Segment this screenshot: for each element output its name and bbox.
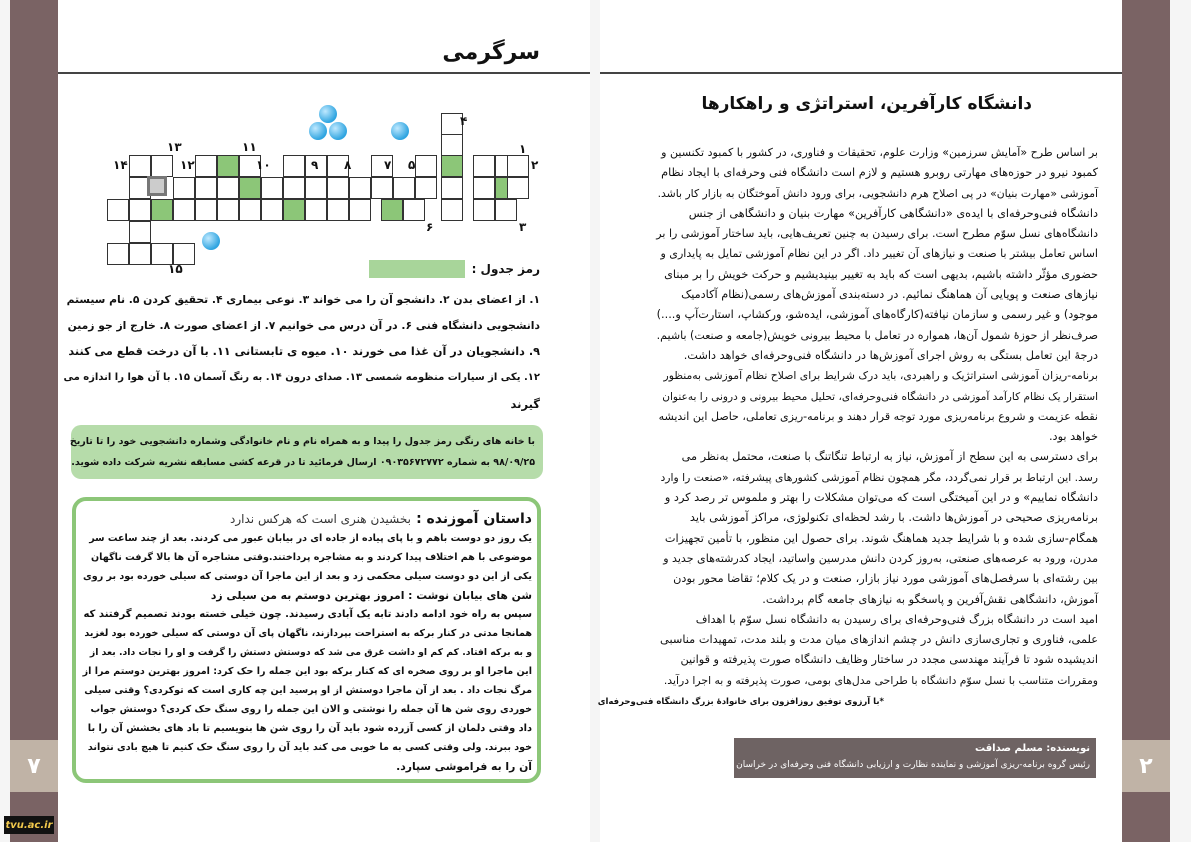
grid-cell bbox=[441, 134, 463, 156]
article-body bbox=[656, 143, 1098, 691]
clue-number: ۱۲ bbox=[180, 158, 195, 172]
grid-cell bbox=[151, 155, 173, 177]
clue-number: ۹ bbox=[311, 158, 319, 172]
body-line: دانشگاه‌های نسل سوّم مطرح است. برای رسیدن به چنین تعریف‌هایی، باید ساختار آموزشی را بر bbox=[656, 227, 1098, 241]
password-box bbox=[369, 260, 465, 278]
body-line: صرف‌نظر از حوزهٔ شمول آن‌ها، همواره در تعامل با محیط بیرونی خویش(جامعه و صنعت) باشیم. bbox=[656, 328, 1098, 342]
body-line: اساس تعامل بیشتر با صنعت و نیازهای آن تغییر داد. اگر در این نظام آموزشی تمایل به پایداری و bbox=[660, 247, 1098, 261]
grid-cell bbox=[327, 199, 349, 221]
blue-ball-decoration bbox=[309, 122, 327, 140]
body-line: نیازهای صنعت و پویایی آن هماهنگ نمائیم. در دسته‌بندی آموزش‌های رسمی(نظام آکادمیک bbox=[681, 288, 1098, 302]
story-line: خوردی روی شن ها آن جمله را نوشتی و الان این جمله را روی سنگ حک کردی؟ دوستش جواب bbox=[90, 704, 532, 715]
grid-cell bbox=[217, 199, 239, 221]
grid-cell bbox=[107, 199, 129, 221]
grid-cell bbox=[507, 177, 529, 199]
clue-number: ۱ bbox=[519, 142, 527, 156]
story-line: خود ببرند. ولی وقتی کسی به ما خوبی می کند باید آن را روی سنگ حک کنیم تا هیچ بادی نتواند bbox=[87, 742, 532, 753]
grid-cell bbox=[261, 199, 283, 221]
story-text bbox=[80, 529, 532, 776]
body-line: خواهد بود. bbox=[1048, 430, 1098, 444]
grid-cell bbox=[283, 177, 305, 199]
notice-line: با خانه های رنگی رمز جدول را پیدا و به همراه نام و نام خانوادگی وشماره دانشجویی خود را تا تاریخ bbox=[69, 436, 535, 447]
crossword-clues bbox=[62, 289, 540, 415]
grid-cell bbox=[473, 199, 495, 221]
right-page-number: ۲ bbox=[1122, 740, 1170, 792]
clue-number: ۱۳ bbox=[167, 140, 182, 154]
grid-cell bbox=[107, 243, 129, 265]
clue-line: ۹. دانشجویان در آن غذا می خورند ۱۰. میوه ی تابستانی ۱۱. با آن درخت قطع می کنند bbox=[68, 345, 540, 358]
clue-number: ۱۵ bbox=[168, 262, 183, 276]
grid-cell-colored bbox=[283, 199, 305, 221]
grid-cell-colored bbox=[217, 155, 239, 177]
body-line: مدرن، ورود به عرصه‌های صنعتی، به‌روز کردن دانش مدرسین واساتید، ایجاد کدرشته‌های جدید و bbox=[663, 551, 1098, 565]
right-title-rule bbox=[600, 72, 1122, 74]
author-box bbox=[707, 738, 1096, 778]
grid-cell bbox=[261, 177, 283, 199]
grid-cell-colored bbox=[381, 199, 403, 221]
story-line: سپس به راه خود ادامه دادند تابه یک آبادی رسیدند. چون خیلی خسته بودند تصمیم گرفتند که bbox=[83, 609, 532, 620]
right-edge-band bbox=[1122, 0, 1170, 842]
clue-number: ۴ bbox=[460, 114, 468, 128]
grid-cell bbox=[283, 155, 305, 177]
clue-number: ۶ bbox=[426, 220, 434, 234]
site-watermark: tvu.ac.ir bbox=[4, 816, 54, 834]
story-line: و به برکه افتاد. کم کم او داشت غرق می شد که دوستش دستش را گرفت و او را نجات داد. بعد از bbox=[89, 647, 532, 658]
body-line: دانشگاه نماییم» و در این آمیختگی است که می‌توان مشکلات را بهتر و ملموس تر رصد کرد و bbox=[664, 491, 1098, 505]
body-line: حضوری مؤثّر داشته باشیم، بدیهی است که باید به تغییر بینیدیشیم و حرکت خویش را بر مبنای bbox=[664, 267, 1098, 281]
grid-cell bbox=[305, 177, 327, 199]
body-line: رسد. این ارتباط بر قرار نمی‌گردد، مگر همچون نظام آموزشی کشورهای پیشرفته، «صنعت را وارد bbox=[660, 470, 1098, 484]
clue-line: گیرند bbox=[510, 397, 540, 411]
grid-cell bbox=[173, 199, 195, 221]
body-line: نقطه عزیمت و شروع برنامه‌ریزی مورد توجه قرار دهند و برنامه-ریزی تعاملی، حاصل این اندیشه bbox=[658, 409, 1098, 423]
body-line: دانشگاه فنی‌وحرفه‌ای با ایده‌ی «دانشگاهی کارآفرین» مهارت بنیان و دانشگاهی از جنس bbox=[688, 206, 1098, 220]
blue-ball-decoration bbox=[391, 122, 409, 140]
story-line: داد وقتی دلمان از کسی آزرده شود باید آن را روی شن ها بنویسیم تا باد های بخشش آن را با bbox=[87, 723, 532, 734]
grid-cell-colored bbox=[239, 177, 261, 199]
author-name: نویسنده: مسلم صداقت bbox=[975, 743, 1090, 754]
grid-cell bbox=[441, 199, 463, 221]
grid-cell bbox=[129, 243, 151, 265]
grid-cell bbox=[195, 177, 217, 199]
story-line: این ماجرا او بر روی صخره ای که کنار برکه بود این جمله را حک کرد: امروز بهترین دوستم مرا از bbox=[82, 666, 532, 677]
clue-number: ۱۰ bbox=[256, 158, 271, 172]
grid-cell bbox=[371, 177, 393, 199]
body-line: استقرار یک نظام کارآمد آموزشی در دانشگاه فنی‌وحرفه‌ای، تحلیل محیط بیرونی و درونی را به‌عنوان bbox=[662, 390, 1098, 403]
footnote: *با آرزوی توفیق روزافزون برای خانوادهٔ بزرگ دانشگاه فنی‌وحرفه‌ای bbox=[597, 697, 884, 707]
body-line: موجود) و غیر رسمی و سازمان نیافته(کارگاه‌های آموزشی، ایده‌شو، ورکشاپ، استارت‌آپ و....) bbox=[656, 308, 1098, 322]
grid-cell bbox=[507, 155, 529, 177]
grid-cell bbox=[129, 199, 151, 221]
notice-line: ۹۸/۰۹/۲۵ به شماره ۰۹۰۳۵۶۷۲۷۷۲ ارسال فرمائید تا در قرعه کشی مسابقه نشریه شرکت داده شوید. bbox=[71, 457, 535, 468]
story-line: شن های بیابان نوشت : امروز بهترین دوستم به من سیلی زد bbox=[210, 589, 532, 602]
blue-ball-decoration bbox=[329, 122, 347, 140]
left-title-rule bbox=[58, 72, 590, 74]
body-line: بین رشته‌ای با سرفصل‌های آموزشی مورد نیاز بازار، صنعت و در یک کلام؛ تقاضا محور بودن bbox=[673, 572, 1098, 586]
grid-cell bbox=[441, 177, 463, 199]
grid-cell bbox=[415, 177, 437, 199]
story-line: آن را به فراموشی سپارد. bbox=[396, 760, 532, 773]
body-line: آموزشی «مهارت بنیان» در پی اصلاح هرم دانشجویی، برای ورود دانش آموختگان به بازار کار باشد. bbox=[657, 186, 1098, 200]
body-line: کمبود نیرو در حوزه‌های مهارتی روبرو هستیم و لازم است دانشگاه فنی وحرفه‌ای با ایجاد نظام bbox=[661, 166, 1098, 180]
grid-cell bbox=[349, 177, 371, 199]
clue-number: ۵ bbox=[408, 158, 416, 172]
story-line: یک روز دو دوست باهم و با پای پیاده از جاده ای در بیابان عبور می کردند. بعد از چند ساعت سر bbox=[89, 533, 532, 544]
grid-cell-colored bbox=[441, 155, 463, 177]
clue-number: ۱۴ bbox=[113, 158, 128, 172]
right-page-title: دانشگاه کارآفرین، استراتژی و راهکارها bbox=[701, 94, 1032, 114]
grid-cell bbox=[129, 155, 151, 177]
grid-cell bbox=[327, 177, 349, 199]
body-line: درجهٔ این تعامل بستگی به روش اجرای آموزش‌ها در دانشگاه فنی‌وحرفه‌ای خواهد داشت. bbox=[683, 348, 1098, 362]
grid-cell bbox=[173, 177, 195, 199]
blue-ball-decoration bbox=[319, 105, 337, 123]
password-label: رمز جدول : bbox=[471, 262, 540, 276]
grid-cell bbox=[495, 199, 517, 221]
grid-cell bbox=[349, 199, 371, 221]
grid-cell bbox=[239, 199, 261, 221]
blue-ball-decoration bbox=[202, 232, 220, 250]
story-heading-row bbox=[82, 508, 532, 527]
contest-notice bbox=[71, 425, 543, 479]
clue-number: ۸ bbox=[344, 158, 352, 172]
clue-number: ۱۱ bbox=[242, 140, 257, 154]
grid-cell bbox=[305, 199, 327, 221]
clue-number: ۳ bbox=[519, 220, 527, 234]
body-line: برنامه-ریزان آموزشی استراتژیک و راهبردی، باید درک شرایط برای اصلاح نظام آموزشی به‌منظور bbox=[663, 369, 1098, 383]
story-subtitle: بخشیدن هنری است که هرکس ندارد bbox=[230, 512, 411, 526]
left-page-number: ۷ bbox=[10, 740, 58, 792]
story-line: همانجا مدتی در کنار برکه به استراحت بپردازند، ناگهان پای آن دوستی که سیلی خورده بود لغزید bbox=[84, 628, 532, 639]
story-line: موضوعی با هم اختلاف پیدا کردند و به مشاجره پرداختند.وقتی مشاجره آن ها بالا گرفت ناگهان bbox=[91, 552, 532, 563]
clue-line: دانشجویی دانشگاه فنی ۶. در آن درس می خوانیم ۷. از اعضای صورت ۸. خارج از جو زمین bbox=[67, 319, 540, 332]
body-line: علمی، فناوری و تجاری‌سازی دانش در چشم اندازهای میان مدت و بلند مدت، تمهیدات مناسبی bbox=[660, 633, 1098, 647]
grid-cell bbox=[415, 155, 437, 177]
body-line: همگام-سازی شده و با شرایط جدید هماهنگ شوند. برای حصول این منظور، با تأمین تجهیزات bbox=[664, 531, 1098, 545]
body-line: برای دسترسی به این سطح از آموزش، نیاز به ارتباط تنگاتنگ با صنعت، محتمل به‌نظر می bbox=[681, 450, 1098, 464]
body-line: بر اساس طرح «آمایش سرزمین» وزارت علوم، تحقیقات و فناوری، در کشور با کمبود تکنسین و bbox=[661, 146, 1098, 159]
story-line: یکی از این دو دوست سیلی محکمی زد و بعد از این ماجرا آن دوستی که سیلی خورده بود بر روی bbox=[83, 571, 532, 582]
grid-cell bbox=[129, 221, 151, 243]
grid-cell bbox=[195, 199, 217, 221]
left-edge-band bbox=[10, 0, 58, 842]
grid-cell bbox=[473, 177, 495, 199]
left-page-title: سرگرمی bbox=[442, 40, 540, 65]
grid-cell bbox=[217, 177, 239, 199]
clue-line: ۱۲. یکی از سیارات منظومه شمسی ۱۳. صدای درون ۱۴. به رنگ آسمان ۱۵. با آن هوا را اندازه می bbox=[63, 372, 540, 383]
grid-cell bbox=[473, 155, 495, 177]
story-heading: داستان آموزنده : bbox=[416, 511, 532, 527]
body-line: اندیشیده شود تا فرآیند مهندسی مجدد در ساختار وظایف دانشگاه صورت پذیرفته و قوانین bbox=[680, 653, 1098, 667]
clue-number: ۷ bbox=[384, 158, 392, 172]
body-line: امید است در دانشگاه بزرگ فنی‌وحرفه‌ای برای رسیدن به دانشگاه نسل سوّم با اهداف bbox=[695, 612, 1098, 626]
grid-cell bbox=[195, 155, 217, 177]
grid-cell bbox=[393, 177, 415, 199]
author-position: رئیس گروه برنامه-ریزی آموزشی و نماینده نظارت و ارزیابی دانشگاه فنی وحرفه‌ای در خراسان شمالی bbox=[707, 760, 1090, 770]
clue-number: ۲ bbox=[531, 158, 539, 172]
grid-cell-start bbox=[147, 176, 167, 196]
clue-line: ۱. از اعضای بدن ۲. دانشجو آن را می خواند ۳. نوعی بیماری ۴. تحقیق کردن ۵. نام سیستم bbox=[66, 293, 540, 306]
story-line: مرگ نجات داد . بعد از آن ماجرا دوستش از او پرسید این چه کاری است که توکردی؟ وقتی سیلی bbox=[84, 685, 532, 696]
body-line: برنامه‌ریزی صحیحی در آموزش‌ها داشت. با رشد لحظه‌ای تکنولوژی، مراکز آموزشی باید bbox=[689, 511, 1098, 525]
grid-cell bbox=[403, 199, 425, 221]
grid-cell-colored bbox=[151, 199, 173, 221]
body-line: آموزش، دانشگاهی نقش‌آفرین و پاسخگو به نیازهای جامعه گام برداشت. bbox=[762, 592, 1098, 606]
body-line: ومقررات متناسب با نسل سوّم دانشگاه با طراحی مدل‌های بومی، صورت پذیرفته و به اجرا درآید. bbox=[663, 673, 1098, 687]
